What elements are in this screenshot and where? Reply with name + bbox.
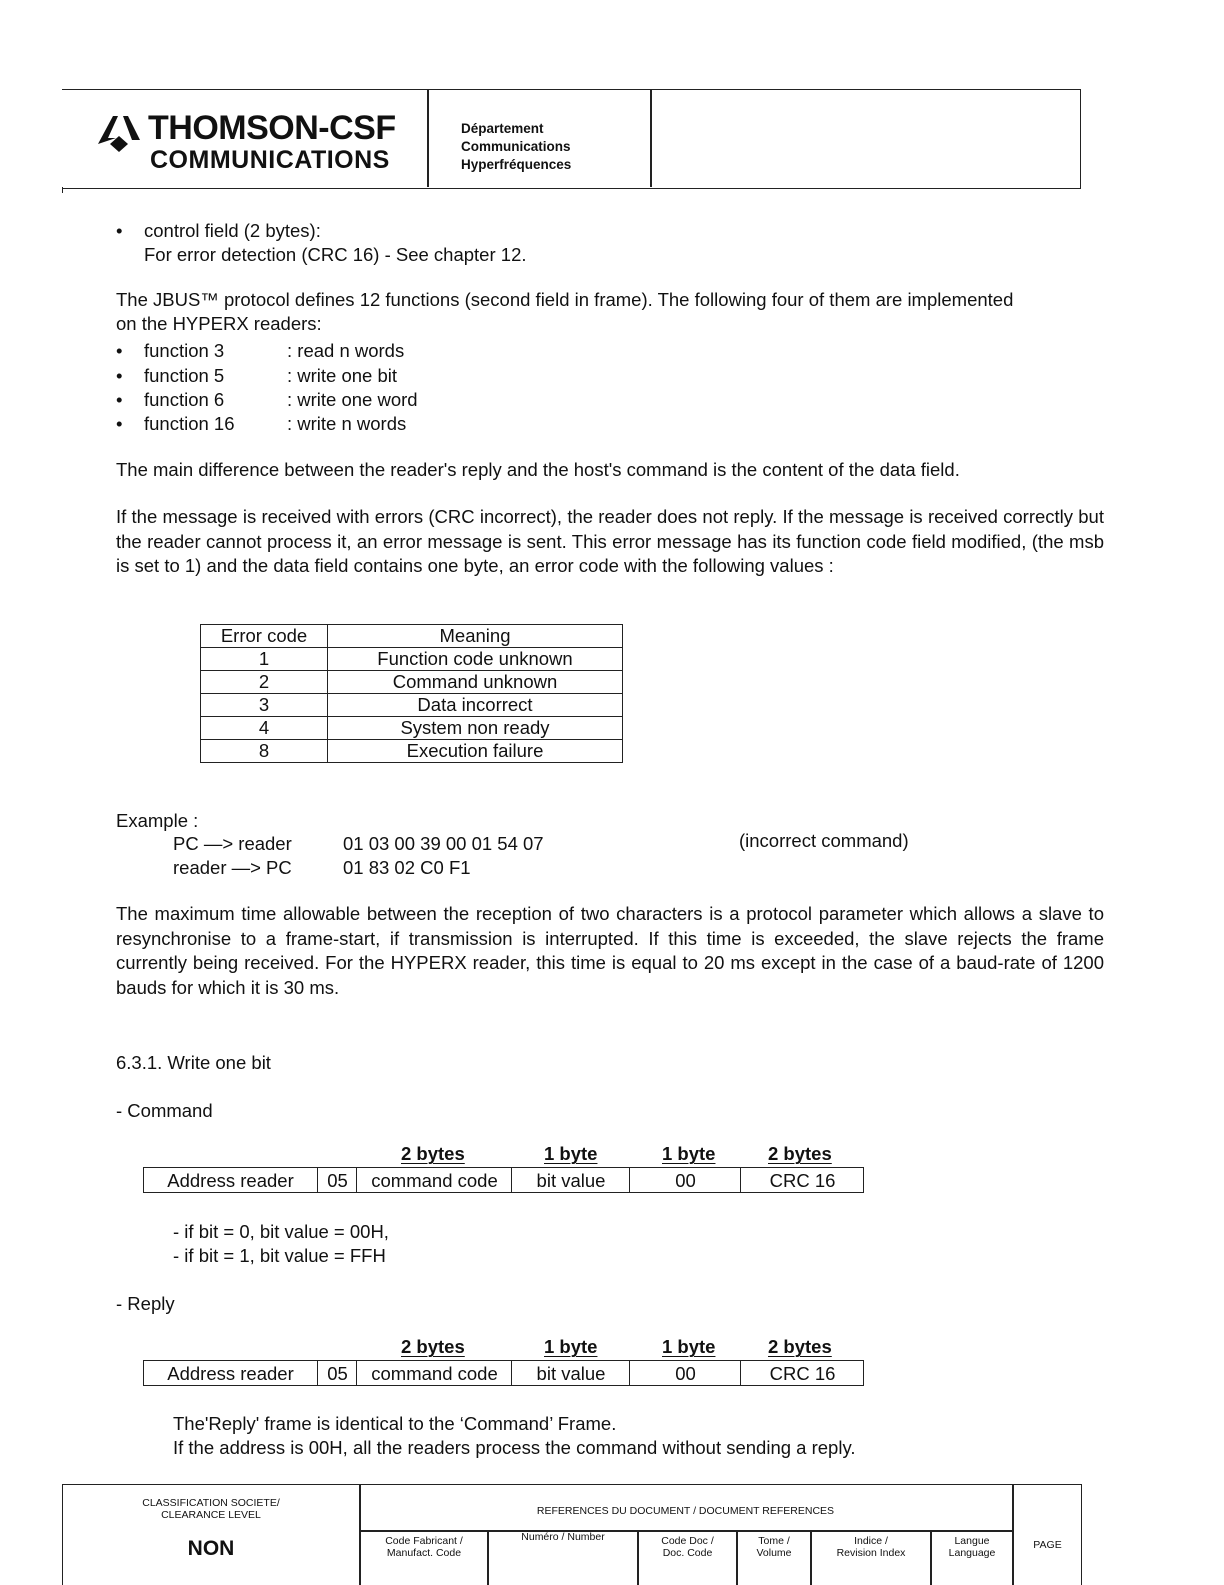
table-row	[201, 648, 623, 671]
footer-divider	[359, 1530, 1012, 1532]
table-cell: 2	[201, 671, 328, 694]
table-cell: System non ready	[328, 717, 623, 740]
table-cell: Data incorrect	[328, 694, 623, 717]
frame-cell: bit value	[513, 1361, 630, 1385]
table-cell: 3	[201, 694, 328, 717]
footer-divider	[1012, 1485, 1014, 1585]
classification-value: NON	[187, 1537, 235, 1560]
frame-size-label: 1 byte	[544, 1143, 598, 1164]
control-field-title: control field (2 bytes):	[144, 220, 321, 241]
frame-cell: Address reader	[144, 1168, 318, 1192]
frame-size-labels	[0, 1336, 1224, 1362]
function-name: function 16	[144, 413, 235, 434]
frame-cell: 00	[631, 1361, 741, 1385]
main-difference-text: The main difference between the reader's reply and the host's command is the content of the data field.	[116, 459, 960, 480]
frame-size-label: 2 bytes	[768, 1143, 832, 1164]
frame-cell: 00	[631, 1168, 741, 1192]
reference-column-label: Numéro / Number	[521, 1531, 605, 1543]
reference-column-label: Code Doc / Doc. Code	[661, 1535, 714, 1559]
error-code-table	[200, 624, 623, 763]
reference-column-label: Tome / Volume	[756, 1535, 792, 1559]
table-header-cell: Error code	[201, 625, 328, 648]
function-desc: : write one word	[287, 389, 418, 410]
function-desc: : write n words	[287, 413, 407, 434]
section-title: 6.3.1. Write one bit	[116, 1052, 271, 1073]
frame-cell: 05	[319, 1361, 357, 1385]
reply-frame	[143, 1360, 864, 1386]
control-field-desc: For error detection (CRC 16) - See chapter 12.	[144, 244, 527, 265]
command-frame	[143, 1167, 864, 1193]
bullet-icon: •	[116, 220, 123, 241]
function-desc: : read n words	[287, 340, 405, 361]
bit-note: - if bit = 1, bit value = FFH	[173, 1245, 386, 1266]
function-item	[116, 339, 404, 363]
bullet-icon: •	[116, 340, 123, 361]
functions-intro: The JBUS™ protocol defines 12 functions (second field in frame). The following four of them are implemented	[116, 289, 1014, 310]
control-field-item	[116, 219, 321, 243]
example-label: Example :	[116, 810, 199, 831]
header-corner-mark	[62, 187, 68, 193]
bullet-icon: •	[116, 413, 123, 434]
department-line: Communications	[461, 139, 571, 154]
function-name: function 6	[144, 389, 225, 410]
frame-size-label: 2 bytes	[401, 1336, 465, 1357]
frame-size-label: 2 bytes	[768, 1336, 832, 1357]
frame-size-label: 1 byte	[544, 1336, 598, 1357]
company-logo-icon	[96, 112, 142, 154]
function-item	[116, 412, 406, 436]
frame-cell: Address reader	[144, 1361, 318, 1385]
page-label: PAGE	[1033, 1539, 1062, 1551]
example-direction: reader —> PC	[173, 857, 292, 878]
table-row	[201, 671, 623, 694]
example-bytes: 01 03 00 39 00 01 54 07	[343, 833, 544, 854]
function-name: function 3	[144, 340, 225, 361]
frame-cell: bit value	[513, 1168, 630, 1192]
table-cell: Command unknown	[328, 671, 623, 694]
frame-size-label: 1 byte	[662, 1143, 716, 1164]
function-name: function 5	[144, 365, 225, 386]
bit-note: - if bit = 0, bit value = 00H,	[173, 1221, 389, 1242]
frame-cell: CRC 16	[769, 1363, 836, 1384]
frame-cell: command code	[358, 1361, 512, 1385]
frame-size-label: 2 bytes	[401, 1143, 465, 1164]
frame-cell: 05	[319, 1168, 357, 1192]
reference-column-label: Code Fabricant / Manufact. Code	[385, 1535, 463, 1559]
table-cell: 8	[201, 740, 328, 763]
table-row	[201, 740, 623, 763]
function-item	[116, 364, 397, 388]
table-row	[201, 694, 623, 717]
company-name: THOMSON-CSF	[148, 109, 396, 147]
reference-column-label: Langue Language	[948, 1535, 996, 1559]
reply-label: - Reply	[116, 1293, 175, 1314]
example-bytes: 01 83 02 C0 F1	[343, 857, 471, 878]
example-direction: PC —> reader	[173, 833, 292, 854]
functions-intro: on the HYPERX readers:	[116, 313, 322, 334]
department-line: Hyperfréquences	[461, 157, 572, 172]
frame-cell: command code	[358, 1168, 512, 1192]
frame-size-label: 1 byte	[662, 1336, 716, 1357]
function-desc: : write one bit	[287, 365, 398, 386]
reference-column-label: Indice / Revision Index	[836, 1535, 906, 1559]
department-line: Département	[461, 121, 544, 136]
header-divider	[650, 89, 652, 187]
references-title: REFERENCES DU DOCUMENT / DOCUMENT REFERENCES	[536, 1505, 835, 1517]
table-cell: 4	[201, 717, 328, 740]
classification-label: CLASSIFICATION SOCIETE/ CLEARANCE LEVEL	[142, 1497, 280, 1521]
command-label: - Command	[116, 1100, 213, 1121]
function-item	[116, 388, 418, 412]
table-header-cell: Meaning	[328, 625, 623, 648]
frame-cell: CRC 16	[769, 1170, 836, 1191]
header-divider	[427, 89, 429, 187]
timing-paragraph: The maximum time allowable between the reception of two characters is a protocol parameter which allows a slave to resynchronise to a frame-start, if transmission is interrupted. If this time is exceeded, the slave rejects the frame currently being received. For the HYPERX reader, this time is equal to 20 ms except in the case of a baud-rate of 1200 bauds for which it is 30 ms.	[116, 903, 1104, 998]
closing-line: If the address is 00H, all the readers process the command without sending a reply.	[173, 1437, 856, 1458]
bullet-icon: •	[116, 389, 123, 410]
closing-line: The'Reply' frame is identical to the ‘Command’ Frame.	[173, 1413, 617, 1434]
table-row	[201, 717, 623, 740]
department-block	[461, 120, 571, 174]
table-cell: Function code unknown	[328, 648, 623, 671]
table-header-row	[201, 625, 623, 648]
table-cell: 1	[201, 648, 328, 671]
company-subtitle: COMMUNICATIONS	[150, 146, 390, 174]
footer-references	[62, 1484, 1082, 1585]
table-cell: Execution failure	[328, 740, 623, 763]
example-note: (incorrect command)	[739, 830, 909, 851]
error-paragraph: If the message is received with errors (CRC incorrect), the reader does not reply. If the message is received correctly but the reader cannot process it, an error message is sent. This error message has its function code field modified, (the msb is set to 1) and the data field contains one byte, an error code with the following values :	[116, 506, 1104, 576]
bullet-icon: •	[116, 365, 123, 386]
frame-size-labels	[0, 1143, 1224, 1169]
